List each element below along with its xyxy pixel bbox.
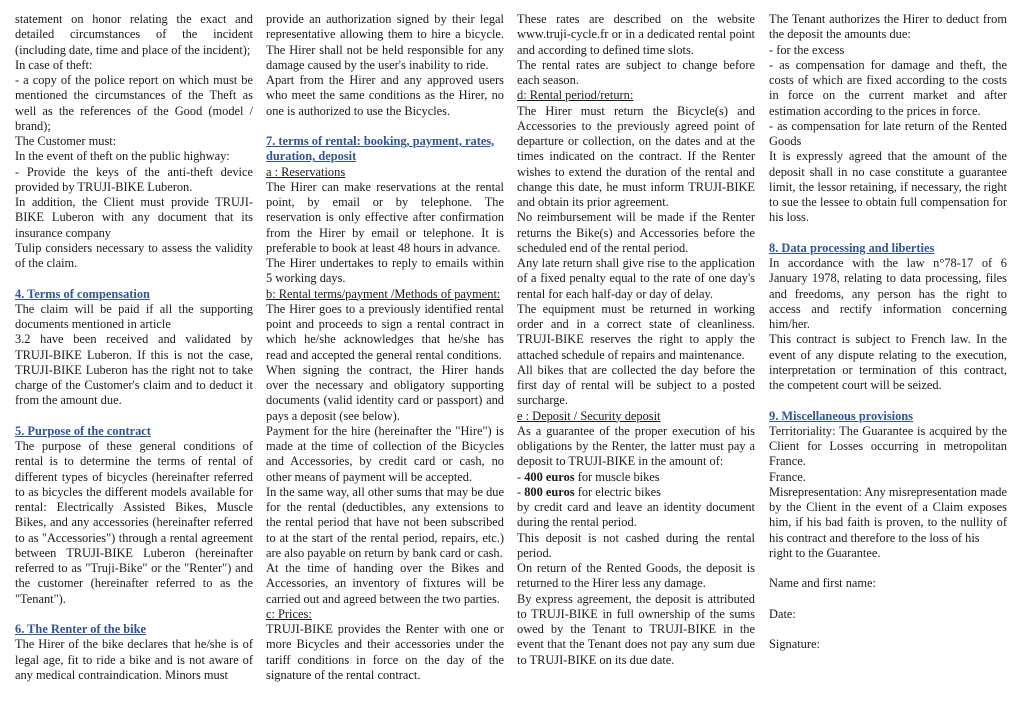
paragraph: In the same way, all other sums that may be due for the rental (deductibles, any extensions to the rental period that have not been subscribed to at the start of the rental period, repairs, etc.) are also payable on return by bank card or cash. bbox=[266, 484, 504, 560]
paragraph: Apart from the Hirer and any approved users who meet the same conditions as the Hirer, no one is authorized to use the Bicycles. bbox=[266, 73, 504, 118]
paragraph-text: In accordance with the law n°78-17 of 6 January 1978, relating to data processing, files and freedoms, any person has the right to access and rectify information concerning him/her. bbox=[769, 256, 1007, 331]
column-2 bbox=[266, 12, 504, 683]
column-1 bbox=[15, 12, 253, 683]
signature-field-label: Name and first name: bbox=[769, 576, 877, 591]
paragraph: The Hirer undertakes to reply to emails within 5 working days. bbox=[266, 256, 504, 286]
paragraph: The Customer must: bbox=[15, 134, 117, 148]
section-heading[interactable]: 5. Purpose of the contract bbox=[15, 423, 151, 438]
section-heading[interactable]: 7. terms of rental: booking, payment, rates, duration, deposit bbox=[266, 134, 495, 164]
spacer bbox=[15, 271, 253, 286]
paragraph: - as compensation for late return of the Rented Goods bbox=[769, 118, 1007, 148]
signature-field-label: Date: bbox=[769, 606, 796, 621]
paragraph: On return of the Rented Goods, the deposit is returned to the Hirer less any damage. bbox=[517, 561, 755, 591]
paragraph: The equipment must be returned in working order and in a correct state of cleanliness. TRUJI-BIKE reserves the right to apply the attached schedule of repairs and maintenance. bbox=[517, 301, 755, 362]
paragraph: right to the Guarantee. bbox=[769, 545, 881, 560]
paragraph: The purpose of these general conditions of rental is to determine the terms of rental of different types of bicycles (hereinafter referred to as bicycles the different models available for rental: Electrically Assisted Bikes, Muscle Bikes, and any accessories (hereinafter referred to as "Accessories") through a rental agreement between TRUJI-BIKE Luberon (hereinafter referred to as "Truji-Bike" or the "Renter") and the customer (hereinafter referred to as the "Tenant"). bbox=[15, 439, 253, 606]
bullet-dash: - bbox=[517, 469, 525, 484]
deposit-amount-line bbox=[517, 470, 755, 485]
spacer bbox=[769, 592, 1007, 607]
subsection-heading: b: Rental terms/payment /Methods of payment: bbox=[266, 286, 501, 301]
spacer bbox=[15, 409, 253, 424]
paragraph: TRUJI-BIKE provides the Renter with one or more Bicycles and their accessories under the tariff conditions in force on the day of the signature of the rental contract. bbox=[266, 622, 504, 682]
paragraph: provide an authorization signed by their legal representative allowing them to hire a bicycle. The Hirer shall not be held responsible for any damage caused by the user's inability to ride. bbox=[266, 12, 504, 72]
paragraph: In the event of theft on the public highway: bbox=[15, 149, 230, 164]
paragraph: The Hirer of the bike declares that he/she is of legal age, fit to ride a bike and is not aware of any medical contraindication. Minors must bbox=[15, 637, 253, 682]
paragraph: Territoriality: The Guarantee is acquired by the Client for Losses occurring in metropolitan France. bbox=[769, 423, 1007, 469]
paragraph: Misrepresentation: Any misrepresentation made by the Client in the event of a Claim exposes him, if his bad faith is proven, to the nullity of his contract and therefore to the loss of his bbox=[769, 484, 1007, 545]
paragraph: - for the excess bbox=[769, 42, 845, 57]
paragraph: In addition, the Client must provide TRUJI-BIKE Luberon with any document that its insurance company bbox=[15, 195, 253, 240]
bullet-dash: - bbox=[517, 484, 525, 499]
paragraph: - as compensation for damage and theft, the costs of which are fixed according to the costs in force on the current market and after estimation according to the prices in force. bbox=[769, 57, 1007, 118]
paragraph[interactable] bbox=[769, 256, 1007, 332]
paragraph: - Provide the keys of the anti-theft device provided by TRUJI-BIKE Luberon. bbox=[15, 164, 253, 194]
subsection-heading: e : Deposit / Security deposit bbox=[517, 408, 661, 423]
paragraph: As a guarantee of the proper execution of his obligations by the Renter, the latter must pay a deposit to TRUJI-BIKE in the amount of: bbox=[517, 423, 755, 469]
paragraph: The Tenant authorizes the Hirer to deduct from the deposit the amounts due: bbox=[769, 12, 1007, 42]
spacer bbox=[769, 226, 1007, 241]
spacer bbox=[266, 119, 504, 134]
column-3 bbox=[517, 12, 755, 668]
paragraph: Payment for the hire (hereinafter the "Hire") is made at the time of collection of the Bicycles and Accessories, by credit card or cash, no other means of payment will be accepted. bbox=[266, 423, 504, 484]
deposit-amount: 400 euros bbox=[524, 469, 575, 484]
subsection-heading: d: Rental period/return: bbox=[517, 88, 634, 103]
paragraph: 3.2 have been received and validated by TRUJI-BIKE Luberon. If this is not the case, TRUJI-BIKE Luberon has the right not to take charge of the Customer's claim and to deduct it from the amount due. bbox=[15, 332, 253, 408]
paragraph: France. bbox=[769, 469, 806, 484]
deposit-description: for muscle bikes bbox=[574, 469, 660, 484]
paragraph: Any late return shall give rise to the application of a fixed penalty equal to the rate of one day's rental for each half-day or day of delay. bbox=[517, 256, 755, 301]
paragraph: By express agreement, the deposit is attributed to TRUJI-BIKE in full ownership of the sums owed by the Tenant to TRUJI-BIKE in the event that the Tenant does not pay any sum due to TRUJI-BIKE on its due date. bbox=[517, 591, 755, 667]
paragraph: by credit card and leave an identity document during the rental period. bbox=[517, 500, 755, 530]
paragraph: All bikes that are collected the day before the first day of rental will be subject to a posted surcharge. bbox=[517, 362, 755, 408]
deposit-amount: 800 euros bbox=[524, 484, 575, 499]
paragraph: This deposit is not cashed during the rental period. bbox=[517, 530, 755, 560]
spacer bbox=[769, 561, 1007, 576]
paragraph: - a copy of the police report on which must be mentioned the circumstances of the Theft as well as the references of the Good (model / brand); bbox=[15, 73, 253, 133]
paragraph: These rates are described on the website www.truji-cycle.fr or in a dedicated rental point and according to defined time slots. bbox=[517, 12, 755, 57]
paragraph: statement on honor relating the exact and detailed circumstances of the incident (including date, time and place of the incident); bbox=[15, 12, 253, 57]
subsection-heading: c: Prices: bbox=[266, 606, 312, 621]
paragraph: When signing the contract, the Hirer hands over the necessary and obligatory supporting documents (valid identity card or passport) and pays a deposit (see below). bbox=[266, 362, 504, 423]
column-4 bbox=[769, 12, 1007, 653]
paragraph: The claim will be paid if all the supporting documents mentioned in article bbox=[15, 301, 253, 331]
paragraph: This contract is subject to French law. In the event of any dispute relating to the execution, interpretation or termination of this contract, the competent court will be seized. bbox=[769, 332, 1007, 392]
paragraph: No reimbursement will be made if the Renter returns the Bike(s) and Accessories before the scheduled end of the rental period. bbox=[517, 210, 755, 255]
paragraph: It is expressly agreed that the amount of the deposit shall in no case constitute a guarantee limit, the lessor retaining, if necessary, the right to sue the lessee to obtain full compensation for his loss. bbox=[769, 149, 1007, 225]
section-heading[interactable]: 8. Data processing and liberties bbox=[769, 240, 935, 255]
section-heading[interactable]: 6. The Renter of the bike bbox=[15, 622, 147, 636]
paragraph: The Hirer must return the Bicycle(s) and Accessories to the previously agreed point of departure or collection, on the dates and at the times indicated on the contract. If the Renter wishes to extend the duration of the rental and change this date, he must inform TRUJI-BIKE and obtain its prior agreement. bbox=[517, 103, 755, 209]
paragraph: The Hirer goes to a previously identified rental point and proceeds to sign a rental contract in which he/she acknowledges that he/she has read and accepted the general rental conditions. bbox=[266, 301, 504, 362]
signature-field-label: Signature: bbox=[769, 637, 820, 652]
section-heading[interactable]: 4. Terms of compensation bbox=[15, 286, 150, 301]
paragraph: At the time of handing over the Bikes and Accessories, an inventory of fixtures will be carried out and agreed between the two parties. bbox=[266, 561, 504, 606]
paragraph: In case of theft: bbox=[15, 57, 93, 72]
deposit-amount-line bbox=[517, 485, 755, 500]
deposit-description: for electric bikes bbox=[574, 484, 661, 499]
spacer bbox=[769, 622, 1007, 637]
spacer bbox=[15, 607, 253, 622]
paragraph: Tulip considers necessary to assess the validity of the claim. bbox=[15, 240, 253, 270]
paragraph: The Hirer can make reservations at the rental point, by email or by telephone. The reservation is only effective after confirmation from the Hirer by email or telephone. It is preferable to book at least 48 hours in advance. bbox=[266, 179, 504, 255]
subsection-heading: a : Reservations bbox=[266, 164, 346, 179]
paragraph: The rental rates are subject to change before each season. bbox=[517, 57, 755, 87]
section-heading[interactable]: 9. Miscellaneous provisions bbox=[769, 408, 913, 423]
spacer bbox=[769, 393, 1007, 408]
